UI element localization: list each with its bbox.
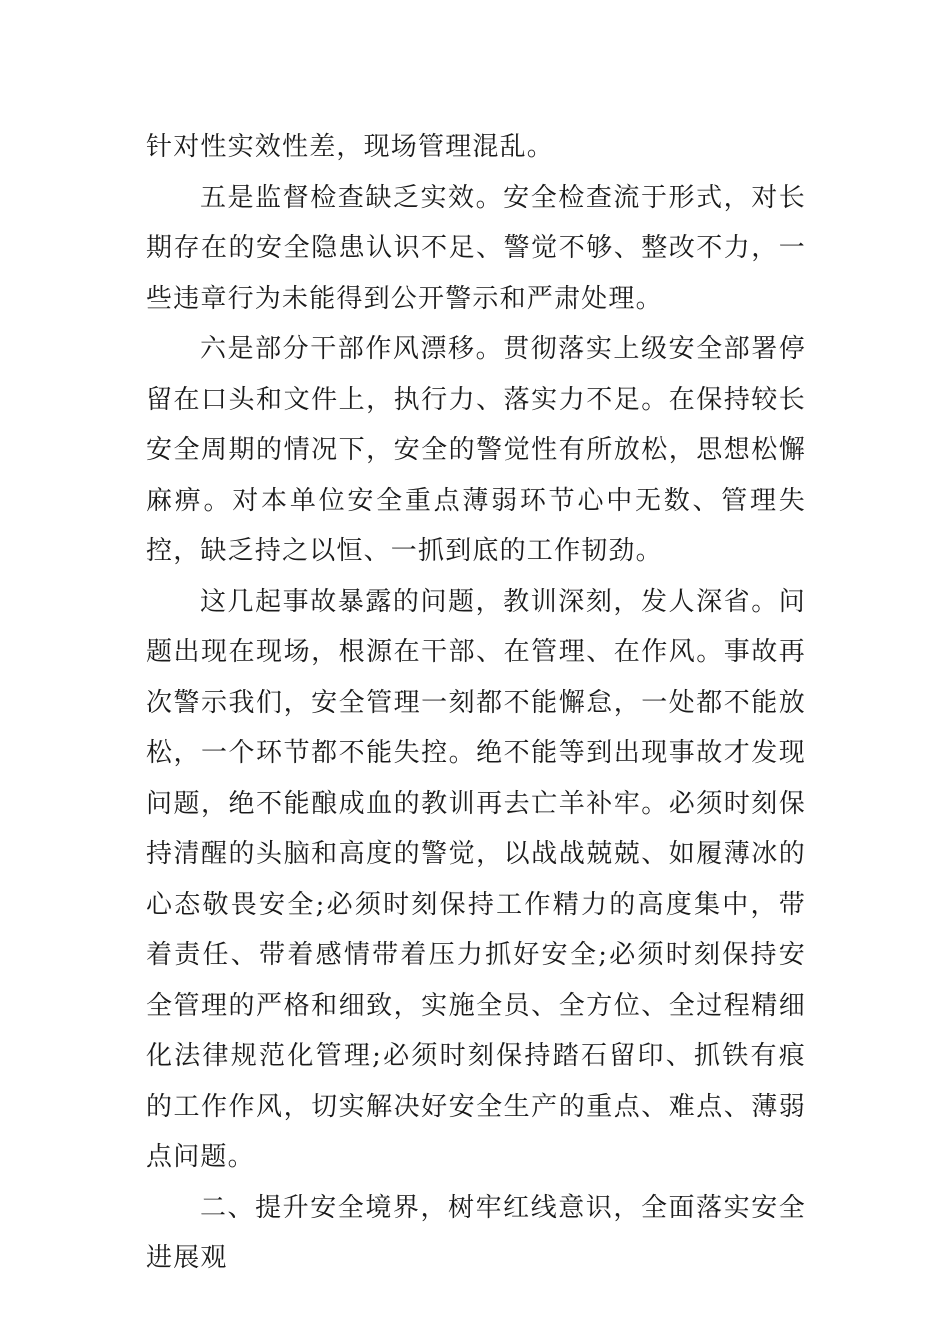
paragraph-lessons: 这几起事故暴露的问题，教训深刻，发人深省。问题出现在现场，根源在干部、在管理、在作风。事故再次警示我们，安全管理一刻都不能懈怠，一处都不能放松，一个环节都不能失控。绝不能等到出现事故才发现问题，绝不能酿成血的教训再去亡羊补牢。必须时刻保持清醒的头脑和高度的警觉，以战战兢兢、如履薄冰的心态敬畏安全;必须时刻保持工作精力的高度集中，带着责任、带着感情带着压力抓好安全;必须时刻保持安全管理的严格和细致，实施全员、全方位、全过程精细化法律规范化管理;必须时刻保持踏石留印、抓铁有痕的工作作风，切实解决好安全生产的重点、难点、薄弱点问题。 xyxy=(146,586,806,1172)
paragraph-cadre-style: 六是部分干部作风漂移。贯彻落实上级安全部署停留在口头和文件上，执行力、落实力不足。在保持较长安全周期的情况下，安全的警觉性有所放松，思想松懈麻痹。对本单位安全重点薄弱环节心中无数、管理失控，缺乏持之以恒、一抓到底的工作韧劲。 xyxy=(146,334,806,566)
paragraph-continued: 针对性实效性差，现场管理混乱。 xyxy=(146,132,555,162)
paragraph-supervision: 五是监督检查缺乏实效。安全检查流于形式，对长期存在的安全隐患认识不足、警觉不够、整改不力，一些违章行为未能得到公开警示和严肃处理。 xyxy=(146,182,806,314)
section-heading-2: 二、提升安全境界，树牢红线意识，全面落实安全进展观 xyxy=(146,1192,806,1273)
document-body xyxy=(146,122,806,1284)
